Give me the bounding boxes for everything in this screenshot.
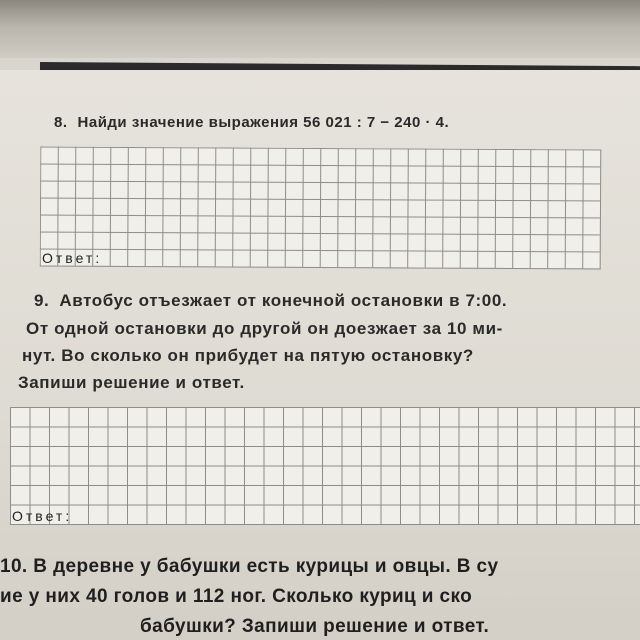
task-8-text: Найди значение выражения 56 021 : 7 − 240 · 4. bbox=[77, 114, 450, 131]
task-8-answer-grid[interactable] bbox=[40, 147, 602, 270]
task-9-line-1 bbox=[34, 287, 507, 315]
task-9-text-line-1: Автобус отъезжает от конечной остановки в 7:00. bbox=[59, 291, 508, 310]
binding-edge bbox=[0, 0, 640, 58]
task-9-line-4: Запиши решение и ответ. bbox=[18, 373, 245, 392]
task-8-title bbox=[54, 114, 449, 131]
task-8-number: 8. bbox=[54, 114, 68, 131]
task-10-line-3: бабушки? Запиши решение и ответ. bbox=[140, 616, 490, 637]
workbook-page bbox=[0, 70, 640, 640]
task-9-answer-grid[interactable] bbox=[10, 407, 640, 525]
task-9-line-3: нут. Во сколько он прибудет на пятую остановку? bbox=[22, 346, 474, 365]
task-10-line-2: ие у них 40 голов и 112 ног. Сколько куриц и ско bbox=[0, 586, 473, 607]
task-9-number: 9. bbox=[34, 291, 50, 310]
task-8-answer-label: Ответ: bbox=[42, 250, 103, 266]
task-9-answer-label: Ответ: bbox=[12, 508, 73, 524]
task-10-line-1: 10. В деревне у бабушки есть курицы и овцы. В су bbox=[0, 556, 499, 577]
task-9-line-2: От одной остановки до другой он доезжает за 10 ми- bbox=[26, 319, 503, 338]
